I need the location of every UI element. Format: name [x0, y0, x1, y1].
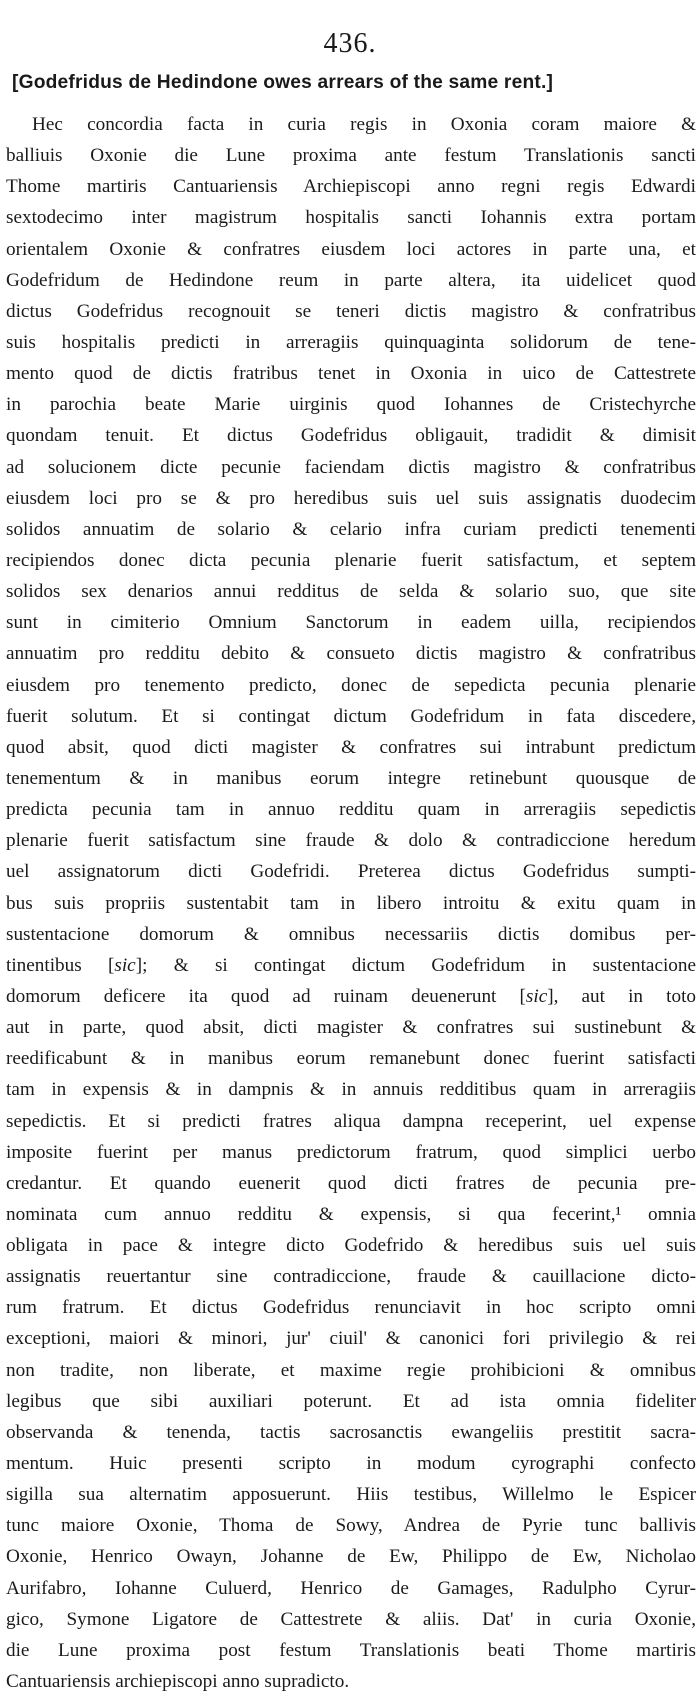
text-line: Aurifabro, Iohanne Culuerd, Henrico de Gamages, Radulpho Cyrur- — [6, 1577, 696, 1599]
text-line: annuatim pro redditu debito & consueto dictis magistro & confratribus — [6, 643, 696, 665]
text-line: credantur. Et quando euenerit quod dicti fratres de pecunia pre- — [6, 1172, 696, 1194]
text-line: tam in expensis & in dampnis & in annuis redditibus quam in arreragiis — [6, 1079, 696, 1101]
text-line: recipiendos donec dicta pecunia plenarie fuerit satisfactum, et septem — [6, 549, 696, 571]
text-line: obligata in pace & integre dicto Godefrido & heredibus suis uel suis — [6, 1235, 696, 1257]
text-line: exceptioni, maiori & minori, jur' ciuil' & canonici fori privilegio & rei — [6, 1328, 696, 1350]
text-line: solidos sex denarios annui redditus de selda & solario suo, que site — [6, 581, 696, 603]
text-line: Godefridum de Hedindone reum in parte altera, ita uidelicet quod — [6, 269, 696, 291]
text-line: gico, Symone Ligatore de Cattestrete & aliis. Dat' in curia Oxonie, — [6, 1608, 696, 1630]
text-line: mentum. Huic presenti scripto in modum cyrographi confecto — [6, 1453, 696, 1475]
text-line: dictus Godefridus recognouit se teneri dictis magistro & confratribus — [6, 300, 696, 322]
text-line: Oxonie, Henrico Owayn, Johanne de Ew, Philippo de Ew, Nicholao — [6, 1546, 696, 1568]
text-line: eiusdem loci pro se & pro heredibus suis uel suis assignatis duodecim — [6, 487, 696, 509]
text-line: non tradite, non liberate, et maxime regie prohibicioni & omnibus — [6, 1359, 696, 1381]
text-line: uel assignatorum dicti Godefridi. Preterea dictus Godefridus sumpti- — [6, 861, 696, 883]
text-line: solidos annuatim de solario & celario infra curiam predicti tenementi — [6, 518, 696, 540]
text-line: nominata cum annuo redditu & expensis, si qua fecerint,¹ omnia — [6, 1203, 696, 1225]
text-line: sextodecimo inter magistrum hospitalis sancti Iohannis extra portam — [6, 207, 696, 229]
sic-marker: sic — [525, 985, 548, 1007]
text-line: eiusdem pro tenemento predicto, donec de sepedicta pecunia plenarie — [6, 674, 696, 696]
page-number: 436. — [323, 28, 377, 59]
text-line: reedificabunt & in manibus eorum remanebunt donec fuerint satisfacti — [6, 1048, 696, 1070]
text-line: orientalem Oxonie & confratres eiusdem loci actores in parte una, et — [6, 238, 696, 260]
text-line: tunc maiore Oxonie, Thoma de Sowy, Andrea de Pyrie tunc ballivis — [6, 1515, 696, 1537]
text-line: balliuis Oxonie die Lune proxima ante festum Translationis sancti — [6, 145, 696, 167]
text-line: fuerit solutum. Et si contingat dictum Godefridum in fata discedere, — [6, 705, 696, 727]
text-line: mento quod de dictis fratribus tenet in Oxonia in uico de Cattestrete — [6, 363, 696, 385]
text-line: Hec concordia facta in curia regis in Oxonia coram maiore & — [32, 114, 696, 135]
text-line: aut in parte, quod absit, dicti magister & confratres sui sustinebunt & — [6, 1017, 696, 1039]
text-line: imposite fuerint per manus predictorum fratrum, quod simplici uerbo — [6, 1141, 696, 1163]
text-line: in parochia beate Marie uirginis quod Iohannes de Cristechyrche — [6, 394, 696, 416]
text-line: predicta pecunia tam in annuo redditu quam in arreragiis sepedictis — [6, 799, 696, 821]
text-line: legibus que sibi auxiliari poterunt. Et ad ista omnia fideliter — [6, 1390, 696, 1412]
text-line: sustentacione domorum & omnibus necessariis dictis domibus per- — [6, 923, 696, 945]
text-line: Thome martiris Cantuariensis Archiepiscopi anno regni regis Edwardi — [6, 176, 696, 198]
text-line: domorum deficere ita quod ad ruinam deuenerunt [sic], aut in toto — [6, 985, 696, 1007]
text-line: tinentibus [sic]; & si contingat dictum Godefridum in sustentacione — [6, 954, 696, 976]
text-line: quondam tenuit. Et dictus Godefridus obligauit, tradidit & dimisit — [6, 425, 696, 447]
text-line: bus suis propriis sustentabit tam in libero introitu & exitu quam in — [6, 892, 696, 914]
text-line: tenementum & in manibus eorum integre retinebunt quousque de — [6, 767, 696, 789]
document-body — [6, 109, 696, 1697]
text-line: rum fratrum. Et dictus Godefridus renunciavit in hoc scripto omni — [6, 1297, 696, 1319]
text-line: sigilla sua alternatim apposuerunt. Hiis testibus, Willelmo le Espicer — [6, 1484, 696, 1506]
text-line: ad solucionem dicte pecunie faciendam dictis magistro & confratribus — [6, 456, 696, 478]
text-line: sepedictis. Et si predicti fratres aliqua dampna receperint, uel expense — [6, 1110, 696, 1132]
document-heading: [Godefridus de Hedindone owes arrears of the same rent.] — [12, 72, 554, 93]
text-line: quod absit, quod dicti magister & confratres sui intrabunt predictum — [6, 736, 696, 758]
text-line: plenarie fuerit satisfactum sine fraude & dolo & contradiccione heredum — [6, 830, 696, 852]
text-line: die Lune proxima post festum Translationis beati Thome martiris — [6, 1639, 696, 1661]
text-line: observanda & tenenda, tactis sacrosanctis ewangeliis prestitit sacra- — [6, 1421, 696, 1443]
sic-marker: sic — [114, 954, 136, 976]
text-line: suis hospitalis predicti in arreragiis quinquaginta solidorum de tene- — [6, 331, 696, 353]
text-line: Cantuariensis archiepiscopi anno supradicto. — [6, 1671, 350, 1693]
text-line: assignatis reuertantur sine contradiccione, fraude & cauillacione dicto- — [6, 1266, 696, 1288]
text-line: sunt in cimiterio Omnium Sanctorum in eadem uilla, recipiendos — [6, 612, 696, 634]
